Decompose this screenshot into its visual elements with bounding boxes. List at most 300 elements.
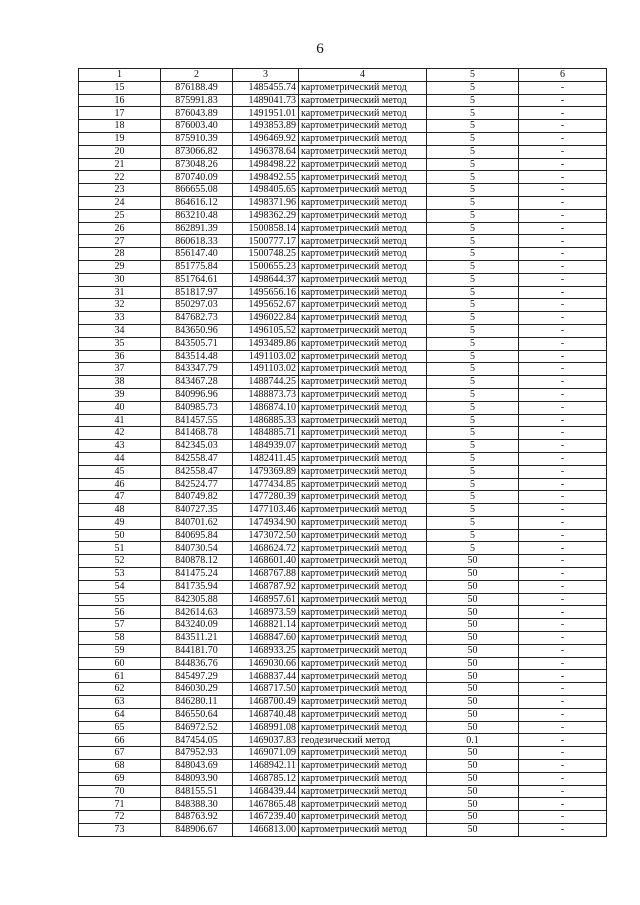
method-cell: картометрический метод <box>299 824 427 837</box>
note-cell: - <box>519 248 607 261</box>
y-coordinate-cell: 1498405.65 <box>233 184 299 197</box>
note-cell: - <box>519 209 607 222</box>
accuracy-cell: 5 <box>427 414 519 427</box>
table-row <box>79 644 607 657</box>
coordinates-table <box>78 68 607 837</box>
y-coordinate-cell: 1491951.01 <box>233 107 299 120</box>
point-number-cell: 34 <box>79 324 161 337</box>
note-cell: - <box>519 260 607 273</box>
y-coordinate-cell: 1468991.08 <box>233 721 299 734</box>
table-row <box>79 568 607 581</box>
table-row <box>79 760 607 773</box>
note-cell: - <box>519 94 607 107</box>
x-coordinate-cell: 842558.47 <box>161 452 233 465</box>
y-coordinate-cell: 1477434.85 <box>233 478 299 491</box>
point-number-cell: 48 <box>79 504 161 517</box>
method-cell: картометрический метод <box>299 657 427 670</box>
table-row <box>79 542 607 555</box>
table-row <box>79 222 607 235</box>
note-cell: - <box>519 401 607 414</box>
note-cell: - <box>519 376 607 389</box>
method-cell: картометрический метод <box>299 440 427 453</box>
point-number-cell: 44 <box>79 452 161 465</box>
note-cell: - <box>519 734 607 747</box>
note-cell: - <box>519 491 607 504</box>
accuracy-cell: 50 <box>427 657 519 670</box>
note-cell: - <box>519 440 607 453</box>
accuracy-cell: 5 <box>427 222 519 235</box>
method-cell: картометрический метод <box>299 81 427 94</box>
accuracy-cell: 5 <box>427 427 519 440</box>
point-number-cell: 64 <box>79 708 161 721</box>
header-cell: 2 <box>161 69 233 82</box>
method-cell: картометрический метод <box>299 478 427 491</box>
accuracy-cell: 5 <box>427 337 519 350</box>
x-coordinate-cell: 840727.35 <box>161 504 233 517</box>
method-cell: картометрический метод <box>299 504 427 517</box>
x-coordinate-cell: 840730.54 <box>161 542 233 555</box>
y-coordinate-cell: 1468821.14 <box>233 619 299 632</box>
x-coordinate-cell: 845497.29 <box>161 670 233 683</box>
accuracy-cell: 50 <box>427 593 519 606</box>
note-cell: - <box>519 184 607 197</box>
point-number-cell: 68 <box>79 760 161 773</box>
method-cell: картометрический метод <box>299 696 427 709</box>
table-row <box>79 824 607 837</box>
x-coordinate-cell: 873048.26 <box>161 158 233 171</box>
point-number-cell: 38 <box>79 376 161 389</box>
method-cell: картометрический метод <box>299 132 427 145</box>
x-coordinate-cell: 873066.82 <box>161 145 233 158</box>
table-row <box>79 324 607 337</box>
x-coordinate-cell: 847682.73 <box>161 312 233 325</box>
point-number-cell: 35 <box>79 337 161 350</box>
note-cell: - <box>519 478 607 491</box>
y-coordinate-cell: 1484885.71 <box>233 427 299 440</box>
point-number-cell: 22 <box>79 171 161 184</box>
note-cell: - <box>519 465 607 478</box>
point-number-cell: 66 <box>79 734 161 747</box>
method-cell: картометрический метод <box>299 427 427 440</box>
table-row <box>79 529 607 542</box>
point-number-cell: 50 <box>79 529 161 542</box>
table-row <box>79 401 607 414</box>
y-coordinate-cell: 1486874.10 <box>233 401 299 414</box>
x-coordinate-cell: 841735.94 <box>161 580 233 593</box>
x-coordinate-cell: 841457.55 <box>161 414 233 427</box>
note-cell: - <box>519 222 607 235</box>
accuracy-cell: 5 <box>427 286 519 299</box>
x-coordinate-cell: 862891.39 <box>161 222 233 235</box>
note-cell: - <box>519 81 607 94</box>
x-coordinate-cell: 842345.03 <box>161 440 233 453</box>
x-coordinate-cell: 844181.70 <box>161 644 233 657</box>
accuracy-cell: 5 <box>427 132 519 145</box>
x-coordinate-cell: 840996.96 <box>161 388 233 401</box>
accuracy-cell: 50 <box>427 747 519 760</box>
accuracy-cell: 5 <box>427 465 519 478</box>
accuracy-cell: 50 <box>427 721 519 734</box>
y-coordinate-cell: 1491103.02 <box>233 363 299 376</box>
method-cell: картометрический метод <box>299 414 427 427</box>
x-coordinate-cell: 875991.83 <box>161 94 233 107</box>
y-coordinate-cell: 1468847.60 <box>233 632 299 645</box>
y-coordinate-cell: 1469071.09 <box>233 747 299 760</box>
y-coordinate-cell: 1468787.92 <box>233 580 299 593</box>
method-cell: картометрический метод <box>299 312 427 325</box>
table-row <box>79 184 607 197</box>
x-coordinate-cell: 840749.82 <box>161 491 233 504</box>
point-number-cell: 46 <box>79 478 161 491</box>
accuracy-cell: 5 <box>427 363 519 376</box>
note-cell: - <box>519 670 607 683</box>
table-row <box>79 478 607 491</box>
note-cell: - <box>519 235 607 248</box>
method-cell: картометрический метод <box>299 798 427 811</box>
method-cell: картометрический метод <box>299 286 427 299</box>
accuracy-cell: 5 <box>427 145 519 158</box>
point-number-cell: 55 <box>79 593 161 606</box>
header-cell: 1 <box>79 69 161 82</box>
point-number-cell: 65 <box>79 721 161 734</box>
table-row <box>79 734 607 747</box>
note-cell: - <box>519 632 607 645</box>
accuracy-cell: 50 <box>427 619 519 632</box>
method-cell: картометрический метод <box>299 708 427 721</box>
x-coordinate-cell: 840701.62 <box>161 516 233 529</box>
accuracy-cell: 5 <box>427 491 519 504</box>
table-row <box>79 811 607 824</box>
method-cell: картометрический метод <box>299 184 427 197</box>
x-coordinate-cell: 876043.89 <box>161 107 233 120</box>
x-coordinate-cell: 863210.48 <box>161 209 233 222</box>
point-number-cell: 15 <box>79 81 161 94</box>
point-number-cell: 33 <box>79 312 161 325</box>
note-cell: - <box>519 696 607 709</box>
y-coordinate-cell: 1496022.84 <box>233 312 299 325</box>
table-row <box>79 491 607 504</box>
x-coordinate-cell: 848388.30 <box>161 798 233 811</box>
table-row <box>79 81 607 94</box>
note-cell: - <box>519 760 607 773</box>
method-cell: картометрический метод <box>299 568 427 581</box>
point-number-cell: 59 <box>79 644 161 657</box>
table-row <box>79 721 607 734</box>
x-coordinate-cell: 851817.97 <box>161 286 233 299</box>
accuracy-cell: 50 <box>427 772 519 785</box>
method-cell: картометрический метод <box>299 350 427 363</box>
accuracy-cell: 5 <box>427 299 519 312</box>
note-cell: - <box>519 824 607 837</box>
note-cell: - <box>519 721 607 734</box>
method-cell: картометрический метод <box>299 363 427 376</box>
method-cell: картометрический метод <box>299 248 427 261</box>
x-coordinate-cell: 840695.84 <box>161 529 233 542</box>
method-cell: геодезический метод <box>299 734 427 747</box>
x-coordinate-cell: 876188.49 <box>161 81 233 94</box>
accuracy-cell: 50 <box>427 568 519 581</box>
y-coordinate-cell: 1500748.25 <box>233 248 299 261</box>
table-row <box>79 337 607 350</box>
x-coordinate-cell: 843240.09 <box>161 619 233 632</box>
table-row <box>79 440 607 453</box>
point-number-cell: 39 <box>79 388 161 401</box>
y-coordinate-cell: 1495652.67 <box>233 299 299 312</box>
x-coordinate-cell: 851775.84 <box>161 260 233 273</box>
method-cell: картометрический метод <box>299 324 427 337</box>
x-coordinate-cell: 842558.47 <box>161 465 233 478</box>
y-coordinate-cell: 1468717.50 <box>233 683 299 696</box>
y-coordinate-cell: 1468740.48 <box>233 708 299 721</box>
point-number-cell: 45 <box>79 465 161 478</box>
method-cell: картометрический метод <box>299 644 427 657</box>
table-row <box>79 504 607 517</box>
point-number-cell: 17 <box>79 107 161 120</box>
point-number-cell: 21 <box>79 158 161 171</box>
accuracy-cell: 5 <box>427 248 519 261</box>
table-row <box>79 798 607 811</box>
table-row <box>79 273 607 286</box>
accuracy-cell: 5 <box>427 260 519 273</box>
table-row <box>79 465 607 478</box>
method-cell: картометрический метод <box>299 235 427 248</box>
note-cell: - <box>519 312 607 325</box>
y-coordinate-cell: 1469037.83 <box>233 734 299 747</box>
table-row <box>79 606 607 619</box>
accuracy-cell: 50 <box>427 606 519 619</box>
table-row <box>79 657 607 670</box>
x-coordinate-cell: 843347.79 <box>161 363 233 376</box>
y-coordinate-cell: 1498492.55 <box>233 171 299 184</box>
point-number-cell: 47 <box>79 491 161 504</box>
x-coordinate-cell: 848155.51 <box>161 785 233 798</box>
x-coordinate-cell: 841475.24 <box>161 568 233 581</box>
y-coordinate-cell: 1498371.96 <box>233 196 299 209</box>
note-cell: - <box>519 273 607 286</box>
accuracy-cell: 5 <box>427 209 519 222</box>
y-coordinate-cell: 1468837.44 <box>233 670 299 683</box>
header-cell: 5 <box>427 69 519 82</box>
method-cell: картометрический метод <box>299 760 427 773</box>
note-cell: - <box>519 644 607 657</box>
note-cell: - <box>519 363 607 376</box>
method-cell: картометрический метод <box>299 388 427 401</box>
x-coordinate-cell: 846972.52 <box>161 721 233 734</box>
y-coordinate-cell: 1477280.39 <box>233 491 299 504</box>
x-coordinate-cell: 856147.40 <box>161 248 233 261</box>
note-cell: - <box>519 158 607 171</box>
accuracy-cell: 50 <box>427 696 519 709</box>
y-coordinate-cell: 1493489.86 <box>233 337 299 350</box>
note-cell: - <box>519 388 607 401</box>
x-coordinate-cell: 864616.12 <box>161 196 233 209</box>
method-cell: картометрический метод <box>299 376 427 389</box>
y-coordinate-cell: 1468767.88 <box>233 568 299 581</box>
table-row <box>79 248 607 261</box>
accuracy-cell: 5 <box>427 184 519 197</box>
table-row <box>79 414 607 427</box>
point-number-cell: 25 <box>79 209 161 222</box>
point-number-cell: 67 <box>79 747 161 760</box>
point-number-cell: 43 <box>79 440 161 453</box>
y-coordinate-cell: 1468942.11 <box>233 760 299 773</box>
accuracy-cell: 50 <box>427 824 519 837</box>
point-number-cell: 18 <box>79 120 161 133</box>
method-cell: картометрический метод <box>299 606 427 619</box>
note-cell: - <box>519 798 607 811</box>
point-number-cell: 31 <box>79 286 161 299</box>
y-coordinate-cell: 1468624.72 <box>233 542 299 555</box>
table-row <box>79 555 607 568</box>
point-number-cell: 60 <box>79 657 161 670</box>
x-coordinate-cell: 848906.67 <box>161 824 233 837</box>
accuracy-cell: 5 <box>427 388 519 401</box>
table-row <box>79 171 607 184</box>
point-number-cell: 63 <box>79 696 161 709</box>
note-cell: - <box>519 811 607 824</box>
y-coordinate-cell: 1498644.37 <box>233 273 299 286</box>
point-number-cell: 57 <box>79 619 161 632</box>
method-cell: картометрический метод <box>299 670 427 683</box>
header-cell: 3 <box>233 69 299 82</box>
accuracy-cell: 50 <box>427 580 519 593</box>
note-cell: - <box>519 299 607 312</box>
x-coordinate-cell: 842524.77 <box>161 478 233 491</box>
method-cell: картометрический метод <box>299 401 427 414</box>
method-cell: картометрический метод <box>299 145 427 158</box>
y-coordinate-cell: 1468601.40 <box>233 555 299 568</box>
method-cell: картометрический метод <box>299 772 427 785</box>
accuracy-cell: 5 <box>427 171 519 184</box>
note-cell: - <box>519 606 607 619</box>
method-cell: картометрический метод <box>299 273 427 286</box>
y-coordinate-cell: 1468785.12 <box>233 772 299 785</box>
table-row <box>79 209 607 222</box>
note-cell: - <box>519 196 607 209</box>
method-cell: картометрический метод <box>299 555 427 568</box>
method-cell: картометрический метод <box>299 580 427 593</box>
accuracy-cell: 5 <box>427 542 519 555</box>
table-row <box>79 593 607 606</box>
x-coordinate-cell: 847952.93 <box>161 747 233 760</box>
note-cell: - <box>519 516 607 529</box>
point-number-cell: 62 <box>79 683 161 696</box>
x-coordinate-cell: 840878.12 <box>161 555 233 568</box>
accuracy-cell: 5 <box>427 81 519 94</box>
point-number-cell: 26 <box>79 222 161 235</box>
y-coordinate-cell: 1491103.02 <box>233 350 299 363</box>
accuracy-cell: 5 <box>427 324 519 337</box>
point-number-cell: 54 <box>79 580 161 593</box>
point-number-cell: 32 <box>79 299 161 312</box>
y-coordinate-cell: 1466813.00 <box>233 824 299 837</box>
method-cell: картометрический метод <box>299 465 427 478</box>
x-coordinate-cell: 843505.71 <box>161 337 233 350</box>
y-coordinate-cell: 1495656.16 <box>233 286 299 299</box>
accuracy-cell: 5 <box>427 350 519 363</box>
y-coordinate-cell: 1493853.89 <box>233 120 299 133</box>
x-coordinate-cell: 842305.88 <box>161 593 233 606</box>
y-coordinate-cell: 1500858.14 <box>233 222 299 235</box>
point-number-cell: 56 <box>79 606 161 619</box>
x-coordinate-cell: 866655.08 <box>161 184 233 197</box>
accuracy-cell: 5 <box>427 529 519 542</box>
point-number-cell: 73 <box>79 824 161 837</box>
accuracy-cell: 5 <box>427 440 519 453</box>
accuracy-cell: 50 <box>427 555 519 568</box>
y-coordinate-cell: 1468700.49 <box>233 696 299 709</box>
note-cell: - <box>519 747 607 760</box>
method-cell: картометрический метод <box>299 632 427 645</box>
x-coordinate-cell: 843467.28 <box>161 376 233 389</box>
method-cell: картометрический метод <box>299 811 427 824</box>
point-number-cell: 42 <box>79 427 161 440</box>
table-row <box>79 516 607 529</box>
accuracy-cell: 5 <box>427 376 519 389</box>
y-coordinate-cell: 1477103.46 <box>233 504 299 517</box>
accuracy-cell: 5 <box>427 196 519 209</box>
table-row <box>79 350 607 363</box>
accuracy-cell: 5 <box>427 235 519 248</box>
point-number-cell: 53 <box>79 568 161 581</box>
table-row <box>79 696 607 709</box>
y-coordinate-cell: 1500777.17 <box>233 235 299 248</box>
x-coordinate-cell: 844836.76 <box>161 657 233 670</box>
x-coordinate-cell: 848763.92 <box>161 811 233 824</box>
x-coordinate-cell: 842614.63 <box>161 606 233 619</box>
table-header-row <box>79 69 607 82</box>
y-coordinate-cell: 1474934.90 <box>233 516 299 529</box>
accuracy-cell: 5 <box>427 452 519 465</box>
accuracy-cell: 5 <box>427 504 519 517</box>
note-cell: - <box>519 337 607 350</box>
point-number-cell: 41 <box>79 414 161 427</box>
method-cell: картометрический метод <box>299 491 427 504</box>
table-row <box>79 299 607 312</box>
point-number-cell: 30 <box>79 273 161 286</box>
note-cell: - <box>519 593 607 606</box>
y-coordinate-cell: 1485455.74 <box>233 81 299 94</box>
table-row <box>79 427 607 440</box>
table-row <box>79 670 607 683</box>
y-coordinate-cell: 1489041.73 <box>233 94 299 107</box>
table-row <box>79 94 607 107</box>
y-coordinate-cell: 1498362.29 <box>233 209 299 222</box>
accuracy-cell: 50 <box>427 785 519 798</box>
table-row <box>79 286 607 299</box>
y-coordinate-cell: 1467865.48 <box>233 798 299 811</box>
table-row <box>79 158 607 171</box>
note-cell: - <box>519 542 607 555</box>
x-coordinate-cell: 876003.40 <box>161 120 233 133</box>
table-row <box>79 683 607 696</box>
point-number-cell: 37 <box>79 363 161 376</box>
method-cell: картометрический метод <box>299 593 427 606</box>
method-cell: картометрический метод <box>299 171 427 184</box>
table-row <box>79 708 607 721</box>
y-coordinate-cell: 1479369.89 <box>233 465 299 478</box>
accuracy-cell: 50 <box>427 811 519 824</box>
point-number-cell: 70 <box>79 785 161 798</box>
note-cell: - <box>519 427 607 440</box>
x-coordinate-cell: 840985.73 <box>161 401 233 414</box>
point-number-cell: 36 <box>79 350 161 363</box>
table-row <box>79 196 607 209</box>
x-coordinate-cell: 846030.29 <box>161 683 233 696</box>
note-cell: - <box>519 132 607 145</box>
table-row <box>79 145 607 158</box>
table-row <box>79 619 607 632</box>
